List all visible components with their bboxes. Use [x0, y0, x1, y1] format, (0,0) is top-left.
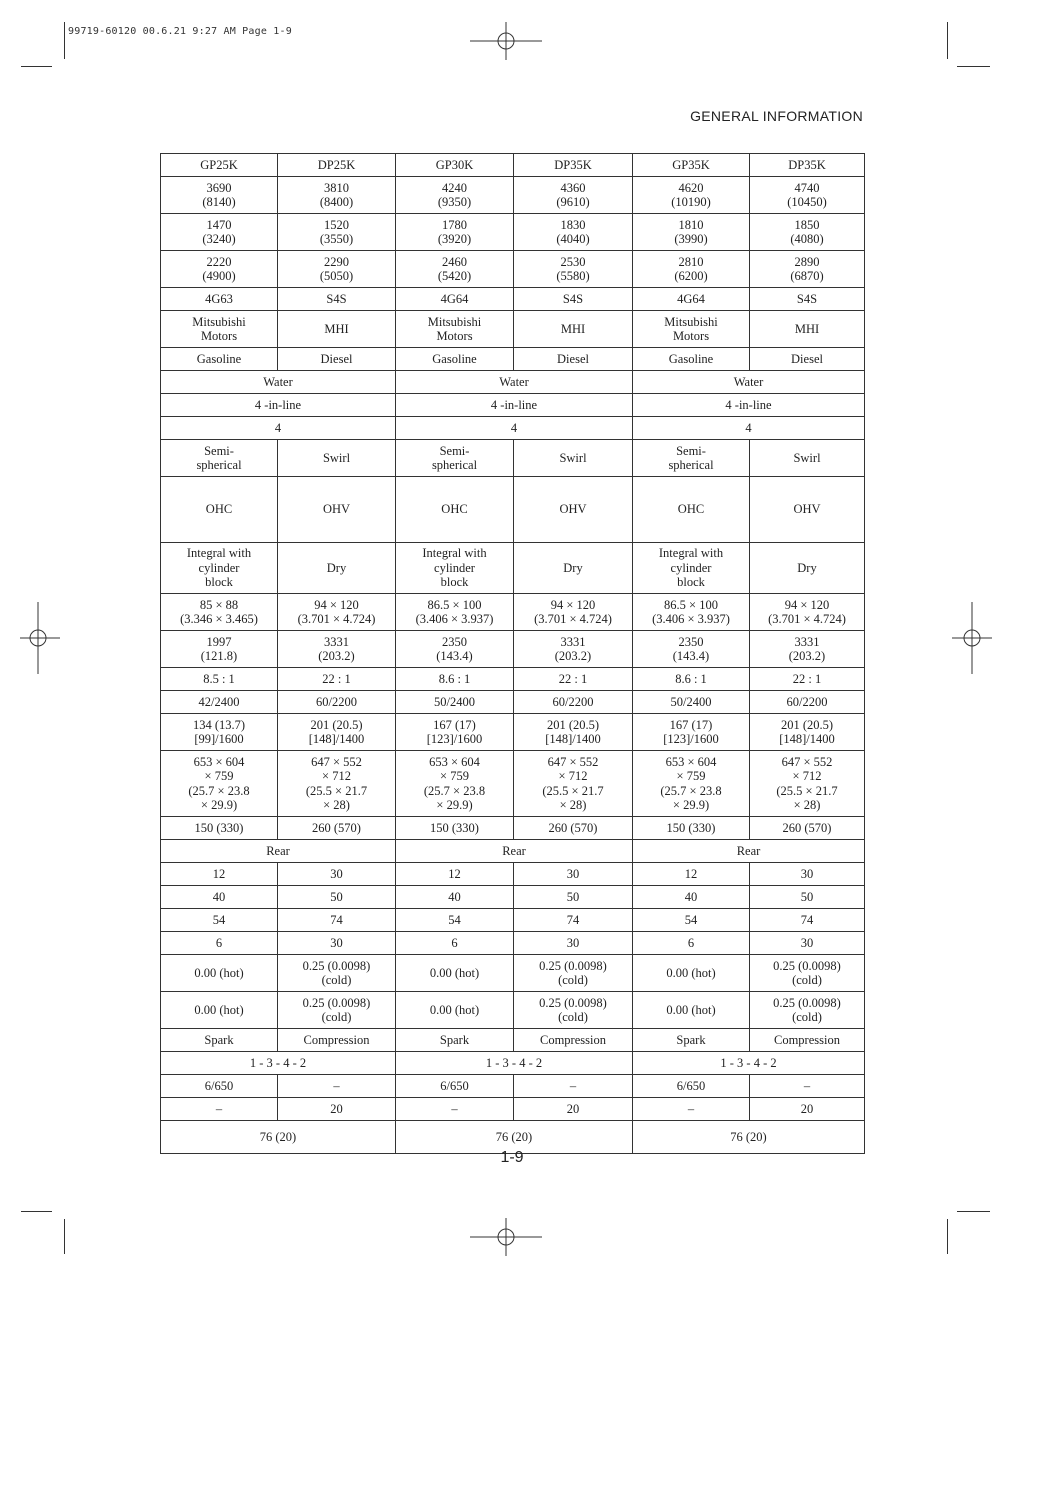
table-cell: 74: [278, 909, 396, 932]
table-cell: 0.25 (0.0098) (cold): [750, 955, 865, 992]
table-row: [161, 594, 865, 631]
table-cell: 94 × 120 (3.701 × 4.724): [514, 594, 633, 631]
table-cell: 22 : 1: [750, 668, 865, 691]
table-row: [161, 1075, 865, 1098]
table-cell: 1780 (3920): [396, 214, 514, 251]
table-cell: 30: [514, 932, 633, 955]
table-cell: 4 -in-line: [396, 394, 633, 417]
table-row: [161, 1098, 865, 1121]
table-cell: OHC: [633, 477, 750, 543]
table-cell: Water: [633, 371, 865, 394]
table-cell: 0.00 (hot): [161, 992, 278, 1029]
table-cell: Gasoline: [161, 348, 278, 371]
table-cell: 260 (570): [278, 817, 396, 840]
table-row: [161, 177, 865, 214]
specification-table-body: [161, 154, 865, 1154]
table-row: [161, 214, 865, 251]
table-cell: 74: [750, 909, 865, 932]
table-cell: 76 (20): [396, 1121, 633, 1154]
table-cell: Water: [161, 371, 396, 394]
table-cell: GP35K: [633, 154, 750, 177]
table-cell: 6/650: [396, 1075, 514, 1098]
registration-mark-left: [20, 602, 60, 674]
table-cell: 6: [396, 932, 514, 955]
table-cell: Mitsubishi Motors: [633, 311, 750, 348]
registration-mark-bottom: [470, 1218, 542, 1256]
table-cell: 1 - 3 - 4 - 2: [633, 1052, 865, 1075]
table-cell: Semi- spherical: [161, 440, 278, 477]
table-cell: Diesel: [278, 348, 396, 371]
table-cell: 167 (17) [123]/1600: [396, 714, 514, 751]
table-row: [161, 863, 865, 886]
table-cell: 260 (570): [750, 817, 865, 840]
crop-mark-top-right-h: [957, 66, 990, 67]
table-cell: 12: [633, 863, 750, 886]
table-cell: 4740 (10450): [750, 177, 865, 214]
table-cell: 2350 (143.4): [396, 631, 514, 668]
table-row: [161, 886, 865, 909]
table-row: [161, 932, 865, 955]
table-cell: 4G64: [633, 288, 750, 311]
table-cell: 0.00 (hot): [396, 955, 514, 992]
crop-mark-bottom-right-v: [947, 1219, 948, 1254]
table-cell: Spark: [633, 1029, 750, 1052]
table-cell: 0.25 (0.0098) (cold): [278, 992, 396, 1029]
table-cell: GP25K: [161, 154, 278, 177]
table-cell: Mitsubishi Motors: [396, 311, 514, 348]
print-slug: 99719-60120 00.6.21 9:27 AM Page 1-9: [68, 26, 292, 37]
table-cell: 86.5 × 100 (3.406 × 3.937): [396, 594, 514, 631]
table-cell: 653 × 604 × 759 (25.7 × 23.8 × 29.9): [396, 751, 514, 817]
table-cell: Integral with cylinder block: [161, 543, 278, 594]
table-cell: 150 (330): [161, 817, 278, 840]
crop-mark-bottom-left-h: [21, 1211, 52, 1212]
table-cell: 3810 (8400): [278, 177, 396, 214]
table-cell: 3690 (8140): [161, 177, 278, 214]
table-row: [161, 251, 865, 288]
crop-mark-top-left-v: [64, 22, 65, 59]
table-cell: OHV: [278, 477, 396, 543]
table-cell: 260 (570): [514, 817, 633, 840]
table-row: [161, 1052, 865, 1075]
table-cell: 6/650: [161, 1075, 278, 1098]
table-cell: 8.6 : 1: [396, 668, 514, 691]
table-cell: 60/2200: [514, 691, 633, 714]
table-cell: 85 × 88 (3.346 × 3.465): [161, 594, 278, 631]
table-cell: Diesel: [750, 348, 865, 371]
table-cell: 22 : 1: [278, 668, 396, 691]
table-cell: MHI: [278, 311, 396, 348]
table-cell: MHI: [750, 311, 865, 348]
table-cell: 2290 (5050): [278, 251, 396, 288]
table-cell: 8.5 : 1: [161, 668, 278, 691]
table-cell: 0.25 (0.0098) (cold): [514, 992, 633, 1029]
table-cell: S4S: [278, 288, 396, 311]
table-cell: 20: [278, 1098, 396, 1121]
table-cell: –: [161, 1098, 278, 1121]
table-cell: 0.25 (0.0098) (cold): [278, 955, 396, 992]
table-row: [161, 909, 865, 932]
table-row: [161, 840, 865, 863]
table-cell: 3331 (203.2): [278, 631, 396, 668]
table-cell: OHV: [750, 477, 865, 543]
table-cell: Compression: [514, 1029, 633, 1052]
table-cell: 2220 (4900): [161, 251, 278, 288]
table-cell: 4G63: [161, 288, 278, 311]
table-cell: 20: [514, 1098, 633, 1121]
section-title: GENERAL INFORMATION: [690, 108, 863, 124]
table-cell: DP25K: [278, 154, 396, 177]
table-cell: 4G64: [396, 288, 514, 311]
table-row: [161, 440, 865, 477]
table-cell: 30: [750, 932, 865, 955]
registration-mark-right: [952, 602, 992, 674]
table-cell: Spark: [161, 1029, 278, 1052]
table-cell: 22 : 1: [514, 668, 633, 691]
table-row: [161, 348, 865, 371]
table-cell: 94 × 120 (3.701 × 4.724): [750, 594, 865, 631]
table-cell: Swirl: [514, 440, 633, 477]
table-cell: 30: [278, 932, 396, 955]
table-cell: 86.5 × 100 (3.406 × 3.937): [633, 594, 750, 631]
table-cell: 20: [750, 1098, 865, 1121]
table-row: [161, 1029, 865, 1052]
table-row: [161, 417, 865, 440]
table-cell: 1 - 3 - 4 - 2: [396, 1052, 633, 1075]
table-cell: Semi- spherical: [396, 440, 514, 477]
table-cell: 94 × 120 (3.701 × 4.724): [278, 594, 396, 631]
table-cell: 647 × 552 × 712 (25.5 × 21.7 × 28): [278, 751, 396, 817]
table-cell: 6: [633, 932, 750, 955]
table-cell: S4S: [750, 288, 865, 311]
table-cell: 0.00 (hot): [633, 955, 750, 992]
table-cell: 0.00 (hot): [633, 992, 750, 1029]
table-cell: 0.25 (0.0098) (cold): [750, 992, 865, 1029]
table-cell: 60/2200: [750, 691, 865, 714]
table-cell: 50: [750, 886, 865, 909]
table-cell: Dry: [278, 543, 396, 594]
table-cell: Water: [396, 371, 633, 394]
crop-mark-top-right-v: [947, 22, 948, 59]
table-cell: 150 (330): [396, 817, 514, 840]
table-cell: 2530 (5580): [514, 251, 633, 288]
table-cell: 30: [278, 863, 396, 886]
table-cell: 201 (20.5) [148]/1400: [514, 714, 633, 751]
table-cell: 30: [750, 863, 865, 886]
table-row: [161, 817, 865, 840]
page-number: 1-9: [500, 1149, 524, 1166]
table-cell: 2810 (6200): [633, 251, 750, 288]
crop-mark-top-left-h: [21, 66, 52, 67]
table-cell: –: [750, 1075, 865, 1098]
table-cell: Rear: [161, 840, 396, 863]
table-cell: 40: [161, 886, 278, 909]
table-cell: –: [278, 1075, 396, 1098]
table-cell: Gasoline: [396, 348, 514, 371]
table-cell: Integral with cylinder block: [633, 543, 750, 594]
table-cell: 150 (330): [633, 817, 750, 840]
table-row: [161, 543, 865, 594]
table-cell: 12: [396, 863, 514, 886]
table-cell: DP35K: [514, 154, 633, 177]
table-cell: 50: [278, 886, 396, 909]
table-cell: Gasoline: [633, 348, 750, 371]
table-cell: 2460 (5420): [396, 251, 514, 288]
table-cell: 42/2400: [161, 691, 278, 714]
table-cell: 1830 (4040): [514, 214, 633, 251]
table-cell: 3331 (203.2): [514, 631, 633, 668]
table-row: [161, 668, 865, 691]
specification-table: [160, 153, 865, 1154]
table-cell: 4 -in-line: [161, 394, 396, 417]
table-row: [161, 371, 865, 394]
table-cell: GP30K: [396, 154, 514, 177]
table-cell: –: [396, 1098, 514, 1121]
table-row: [161, 751, 865, 817]
table-cell: 1997 (121.8): [161, 631, 278, 668]
table-cell: 12: [161, 863, 278, 886]
table-cell: 8.6 : 1: [633, 668, 750, 691]
table-cell: 54: [161, 909, 278, 932]
table-cell: OHV: [514, 477, 633, 543]
table-cell: 4: [396, 417, 633, 440]
table-row: [161, 288, 865, 311]
table-cell: 6: [161, 932, 278, 955]
table-cell: 1520 (3550): [278, 214, 396, 251]
table-cell: 40: [633, 886, 750, 909]
table-row: [161, 477, 865, 543]
table-cell: 40: [396, 886, 514, 909]
table-cell: Swirl: [750, 440, 865, 477]
table-cell: 1850 (4080): [750, 214, 865, 251]
table-cell: 1470 (3240): [161, 214, 278, 251]
table-cell: 0.00 (hot): [396, 992, 514, 1029]
table-cell: 54: [396, 909, 514, 932]
table-cell: 1810 (3990): [633, 214, 750, 251]
table-cell: DP35K: [750, 154, 865, 177]
table-cell: 3331 (203.2): [750, 631, 865, 668]
table-cell: Spark: [396, 1029, 514, 1052]
table-cell: –: [633, 1098, 750, 1121]
table-cell: S4S: [514, 288, 633, 311]
table-cell: 30: [514, 863, 633, 886]
table-cell: Compression: [278, 1029, 396, 1052]
table-cell: Integral with cylinder block: [396, 543, 514, 594]
registration-mark-top: [470, 22, 542, 62]
table-cell: Dry: [750, 543, 865, 594]
table-cell: 54: [633, 909, 750, 932]
table-cell: OHC: [161, 477, 278, 543]
table-cell: 76 (20): [161, 1121, 396, 1154]
table-cell: 4240 (9350): [396, 177, 514, 214]
table-row: [161, 311, 865, 348]
table-cell: 1 - 3 - 4 - 2: [161, 1052, 396, 1075]
table-row: [161, 631, 865, 668]
table-row: [161, 714, 865, 751]
table-cell: 4620 (10190): [633, 177, 750, 214]
crop-mark-bottom-right-h: [957, 1211, 990, 1212]
table-cell: –: [514, 1075, 633, 1098]
table-cell: 167 (17) [123]/1600: [633, 714, 750, 751]
table-cell: 76 (20): [633, 1121, 865, 1154]
table-cell: Mitsubishi Motors: [161, 311, 278, 348]
table-cell: 2890 (6870): [750, 251, 865, 288]
table-cell: 0.00 (hot): [161, 955, 278, 992]
table-cell: 50: [514, 886, 633, 909]
table-cell: Rear: [396, 840, 633, 863]
table-row: [161, 955, 865, 992]
table-cell: 2350 (143.4): [633, 631, 750, 668]
table-cell: 74: [514, 909, 633, 932]
table-cell: 50/2400: [396, 691, 514, 714]
table-cell: 4: [633, 417, 865, 440]
table-cell: 647 × 552 × 712 (25.5 × 21.7 × 28): [514, 751, 633, 817]
table-cell: Compression: [750, 1029, 865, 1052]
table-cell: 4360 (9610): [514, 177, 633, 214]
table-cell: MHI: [514, 311, 633, 348]
table-cell: 0.25 (0.0098) (cold): [514, 955, 633, 992]
table-row: [161, 691, 865, 714]
table-cell: Swirl: [278, 440, 396, 477]
table-cell: 647 × 552 × 712 (25.5 × 21.7 × 28): [750, 751, 865, 817]
table-cell: Diesel: [514, 348, 633, 371]
table-cell: Rear: [633, 840, 865, 863]
table-cell: 201 (20.5) [148]/1400: [278, 714, 396, 751]
table-cell: 60/2200: [278, 691, 396, 714]
table-cell: Dry: [514, 543, 633, 594]
table-cell: 653 × 604 × 759 (25.7 × 23.8 × 29.9): [633, 751, 750, 817]
table-row: [161, 992, 865, 1029]
crop-mark-bottom-left-v: [64, 1219, 65, 1254]
table-cell: 4: [161, 417, 396, 440]
table-cell: OHC: [396, 477, 514, 543]
table-row: [161, 394, 865, 417]
table-cell: Semi- spherical: [633, 440, 750, 477]
table-row: [161, 154, 865, 177]
table-cell: 6/650: [633, 1075, 750, 1098]
table-cell: 201 (20.5) [148]/1400: [750, 714, 865, 751]
table-cell: 4 -in-line: [633, 394, 865, 417]
table-cell: 653 × 604 × 759 (25.7 × 23.8 × 29.9): [161, 751, 278, 817]
table-cell: 134 (13.7) [99]/1600: [161, 714, 278, 751]
table-cell: 50/2400: [633, 691, 750, 714]
